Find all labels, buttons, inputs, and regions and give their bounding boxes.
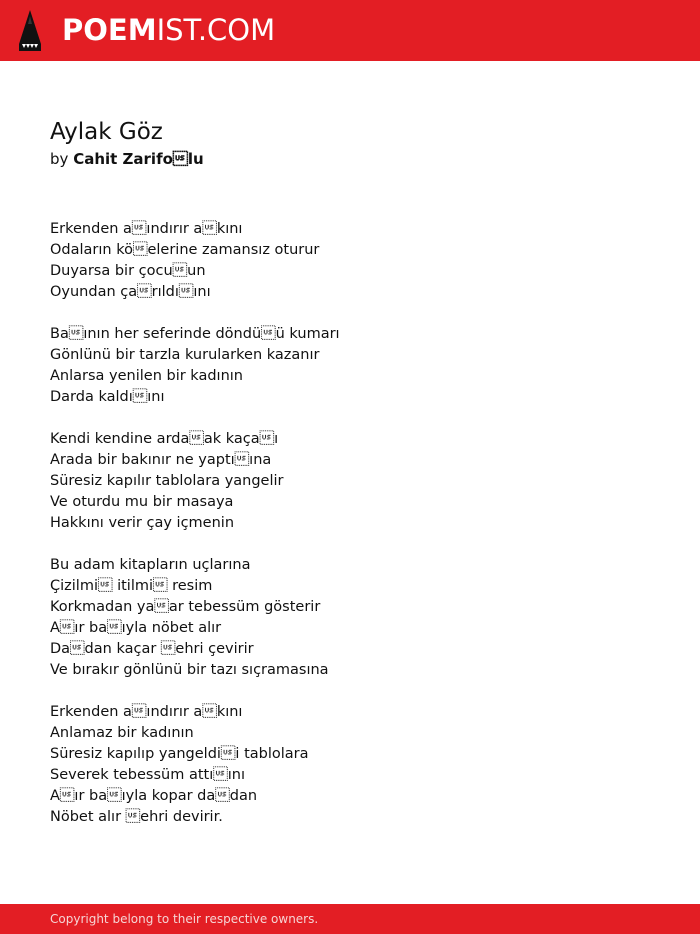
stanza: [50, 429, 340, 534]
poem-line: Arada bir bakınır ne yaptı ına: [50, 452, 272, 468]
poem-line: Anlamaz bir kadının: [50, 725, 194, 741]
poem-line: Odaların kö elerine zamansız oturur: [50, 242, 320, 258]
poem-line: A ır ba ıyla kopar da dan: [50, 788, 258, 804]
poem-line: Duyarsa bir çocu un: [50, 263, 206, 279]
site-footer: [0, 904, 700, 934]
poem-line: Gönlünü bir tarzla kurularken kazanır: [50, 347, 320, 363]
poem-line: Süresiz kapılır tablolara yangelir: [50, 473, 284, 489]
logo-light-text: IST.COM: [156, 13, 276, 47]
poem-line: Ba ının her seferinde döndü ü kumarı: [50, 326, 340, 342]
by-label: by: [50, 150, 69, 168]
copyright-text: Copyright belong to their respective owners.: [50, 912, 319, 926]
poem-line: Anlarsa yenilen bir kadının: [50, 368, 243, 384]
byline: [50, 148, 204, 170]
poem-line: Oyundan ça rıldı ını: [50, 284, 211, 300]
stanza: [50, 324, 340, 408]
poem-line: Kendi kendine arda ak kaça ı: [50, 431, 279, 447]
poem-line: Darda kaldı ını: [50, 389, 165, 405]
poem-line: Erkenden a ındırır a kını: [50, 221, 243, 237]
stanza: [50, 555, 340, 681]
poem-line: Çizilmi itilmi resim: [50, 578, 213, 594]
author-name: Cahit Zarifo lu: [73, 150, 204, 168]
poem-title: Aylak Göz: [50, 119, 163, 145]
poem-line: Ve bırakır gönlünü bir tazı sıçramasına: [50, 662, 329, 678]
stanza: [50, 702, 340, 828]
poem-line: Severek tebessüm attı ını: [50, 767, 245, 783]
poem-line: Süresiz kapılıp yangeldi i tablolara: [50, 746, 309, 762]
poem-line: Ve oturdu mu bir masaya: [50, 494, 234, 510]
poem-body: [50, 219, 340, 849]
poem-line: Bu adam kitapların uçlarına: [50, 557, 251, 573]
stanza: [50, 219, 340, 303]
pencil-icon: [18, 10, 42, 51]
poem-line: Erkenden a ındırır a kını: [50, 704, 243, 720]
poem-line: Korkmadan ya ar tebessüm gösterir: [50, 599, 321, 615]
site-header: [0, 0, 700, 61]
poem-line: Hakkını verir çay içmenin: [50, 515, 235, 531]
poem-line: Da dan kaçar ehri çevirir: [50, 641, 254, 657]
poem-line: Nöbet alır ehri devirir.: [50, 809, 223, 825]
poem-line: A ır ba ıyla nöbet alır: [50, 620, 222, 636]
site-logo[interactable]: [62, 12, 275, 48]
logo-bold-text: POEM: [62, 13, 157, 47]
